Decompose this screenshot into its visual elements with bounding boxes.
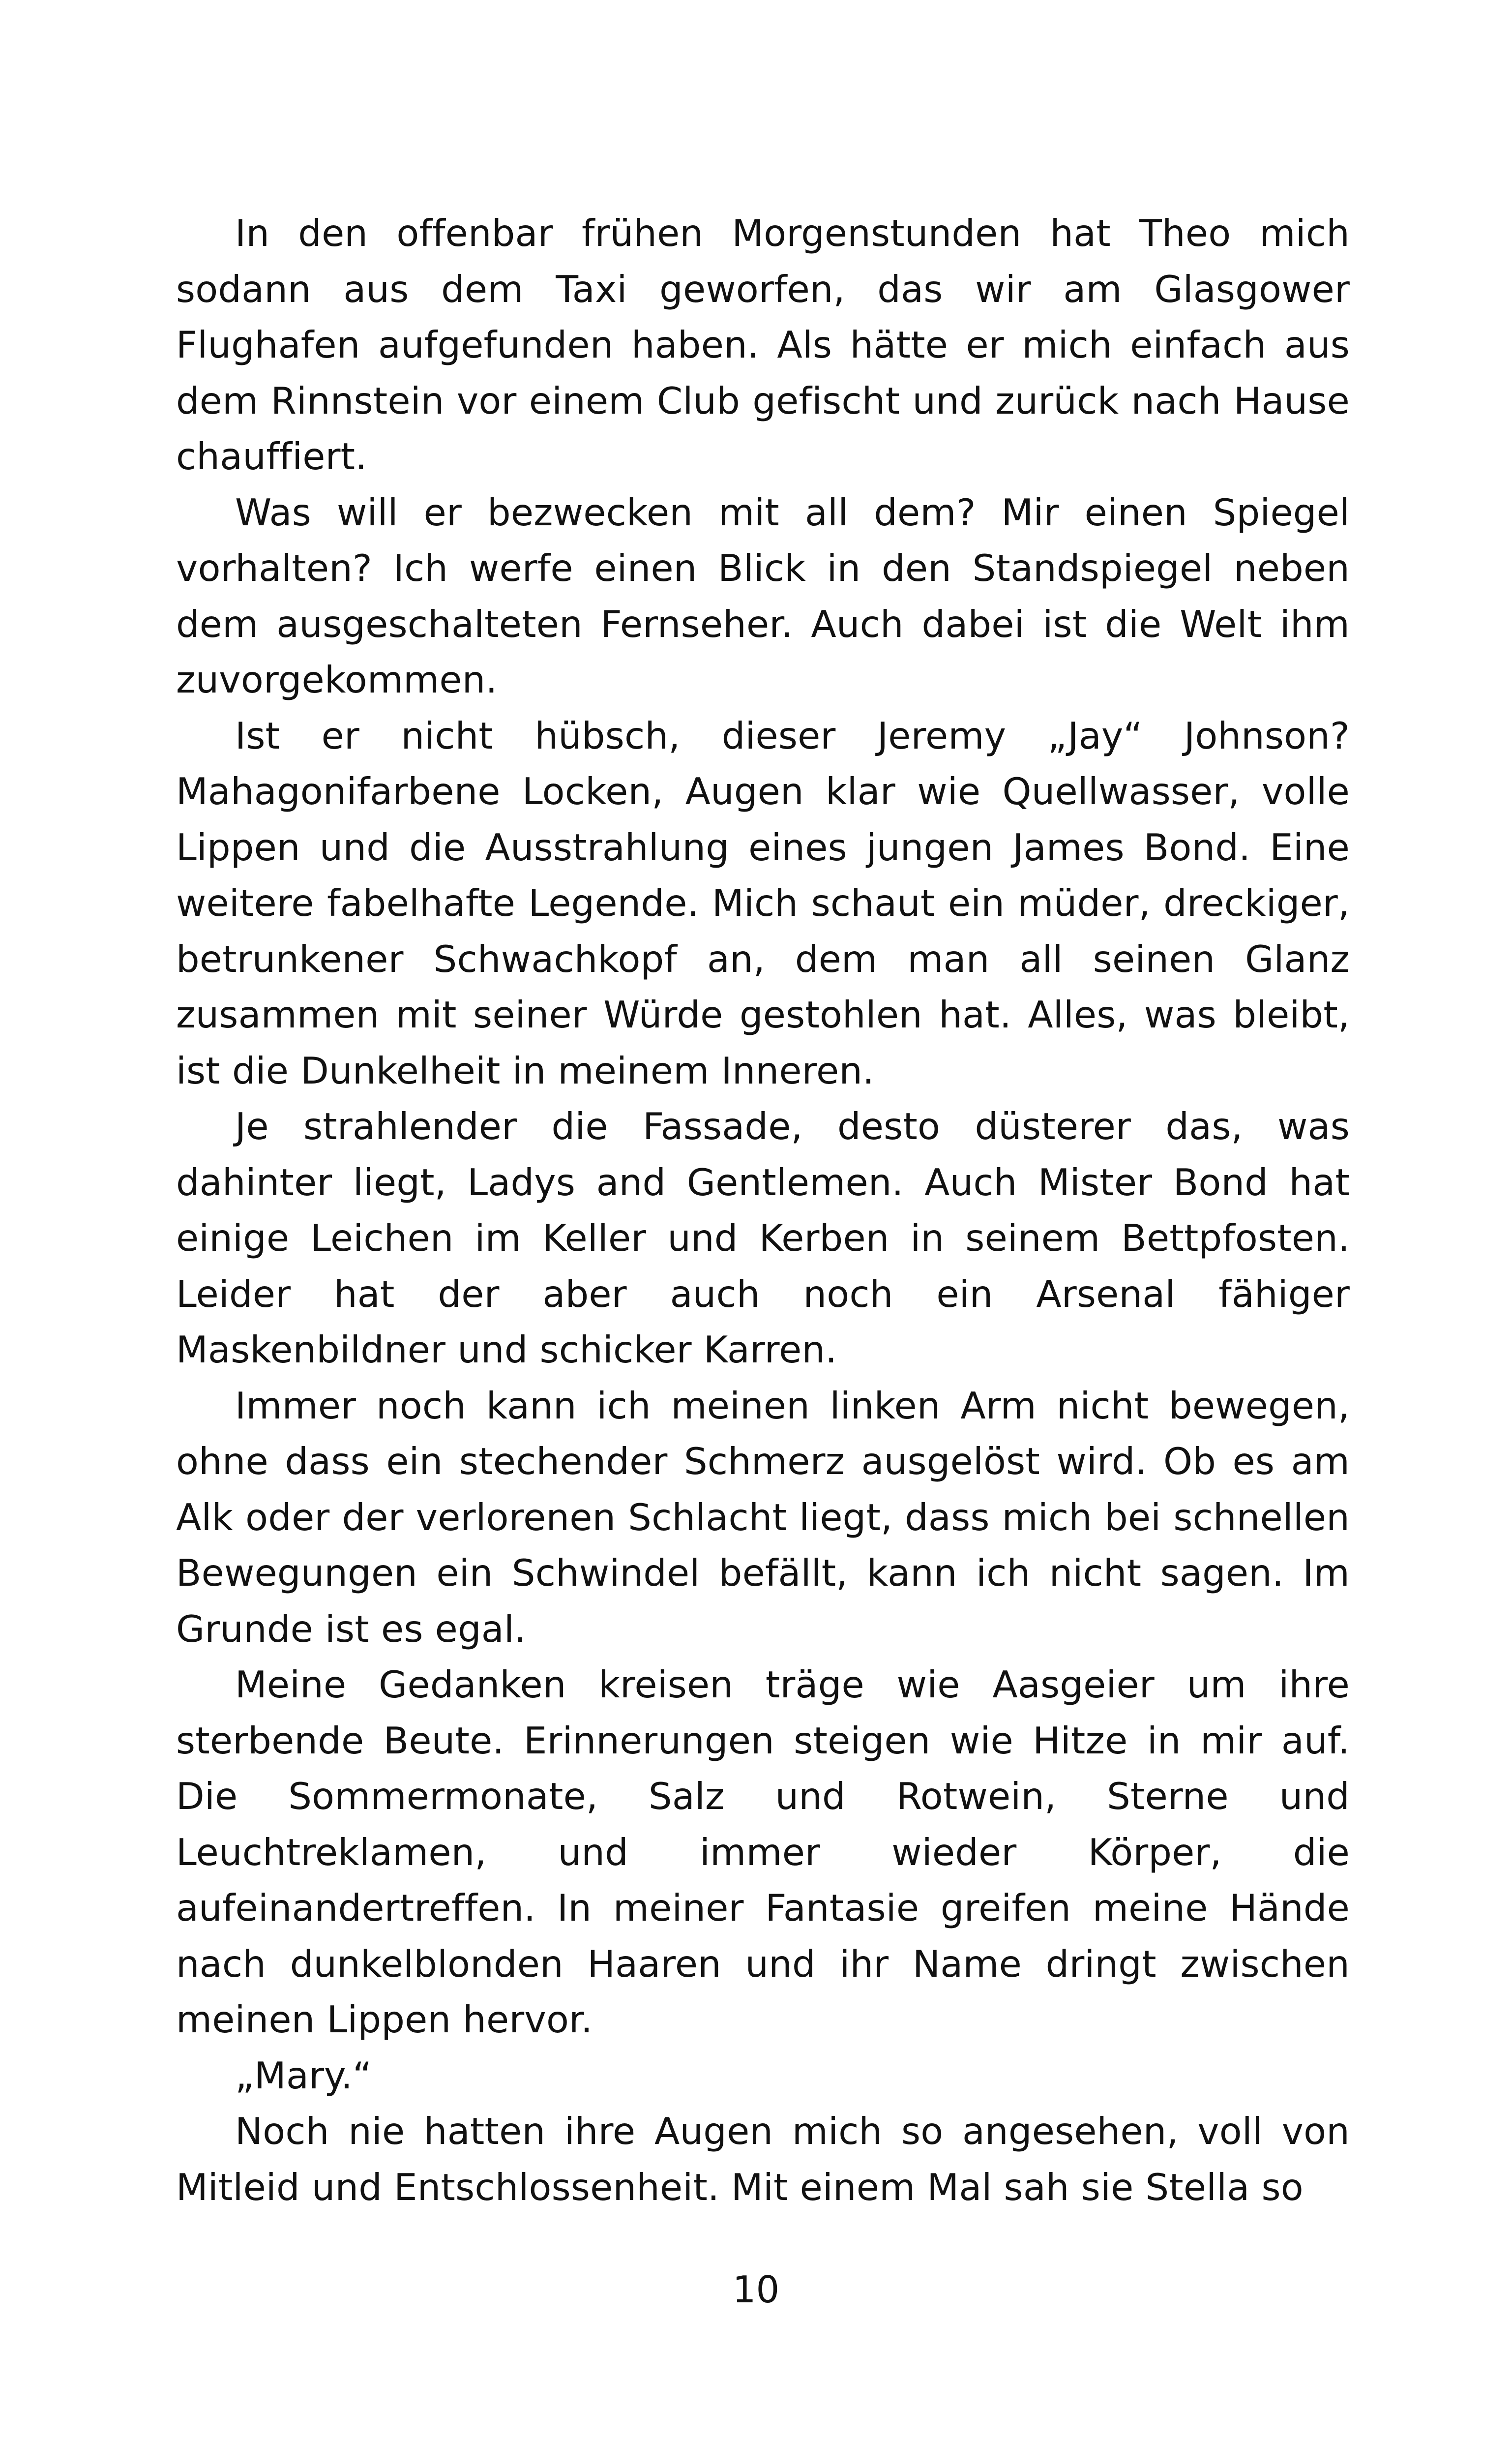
paragraph-2: Was will er bezwecken mit all dem? Mir einen Spiegel vorhalten? Ich werfe einen Blick in den Standspiegel neben dem ausgeschalteten Fernseher. Auch dabei ist die Welt ihm zuvorgekommen. [176, 490, 1350, 701]
paragraph-7-dialogue: „Mary.“ [235, 2053, 372, 2097]
paragraph-5: Immer noch kann ich meinen linken Arm nicht bewegen, ohne dass ein stechender Schmerz ausgelöst wird. Ob es am Alk oder der verlorenen Schlacht liegt, dass mich bei schnellen Bewegungen ein Schwindel befällt, kann ich nicht sagen. Im Grunde ist es egal. [176, 1384, 1350, 1651]
paragraph-1: In den offenbar frühen Morgenstunden hat Theo mich sodann aus dem Taxi geworfen, das wir am Glasgower Flughafen aufgefunden haben. Als hätte er mich einfach aus dem Rinnstein vor einem Club gefischt und zurück nach Hause chauffiert. [176, 211, 1350, 478]
paragraph-8: Noch nie hatten ihre Augen mich so angesehen, voll von Mitleid und Entschlossenheit. Mit einem Mal sah sie Stella so [176, 2110, 1350, 2209]
paragraph-4: Je strahlender die Fassade, desto düsterer das, was dahinter liegt, Ladys and Gentlemen. Auch Mister Bond hat einige Leichen im Keller und Kerben in seinem Bettpfosten. Leider hat der aber auch noch ein Arsenal fähiger Maskenbildner und schicker Karren. [176, 1105, 1350, 1371]
page-number: 10 [732, 2268, 780, 2311]
paragraph-3: Ist er nicht hübsch, dieser Jeremy „Jay“ Johnson? Mahagonifarbene Locken, Augen klar wie Quellwasser, volle Lippen und die Ausstrahlung eines jungen James Bond. Eine weitere fabelhafte Legende. Mich schaut ein müder, dreckiger, betrunkener Schwachkopf an, dem man all seinen Glanz zusammen mit seiner Würde gestohlen hat. Alles, was bleibt, ist die Dunkelheit in meinem Inneren. [176, 714, 1350, 1092]
body-text [176, 206, 1350, 2215]
paragraph-6: Meine Gedanken kreisen träge wie Aasgeier um ihre sterbende Beute. Erinnerungen steigen wie Hitze in mir auf. Die Sommermonate, Salz und Rotwein, Sterne und Leuchtreklamen, und immer wieder Körper, die aufeinandertreffen. In meiner Fantasie greifen meine Hände nach dunkelblonden Haaren und ihr Name dringt zwischen meinen Lippen hervor. [176, 1663, 1350, 2041]
